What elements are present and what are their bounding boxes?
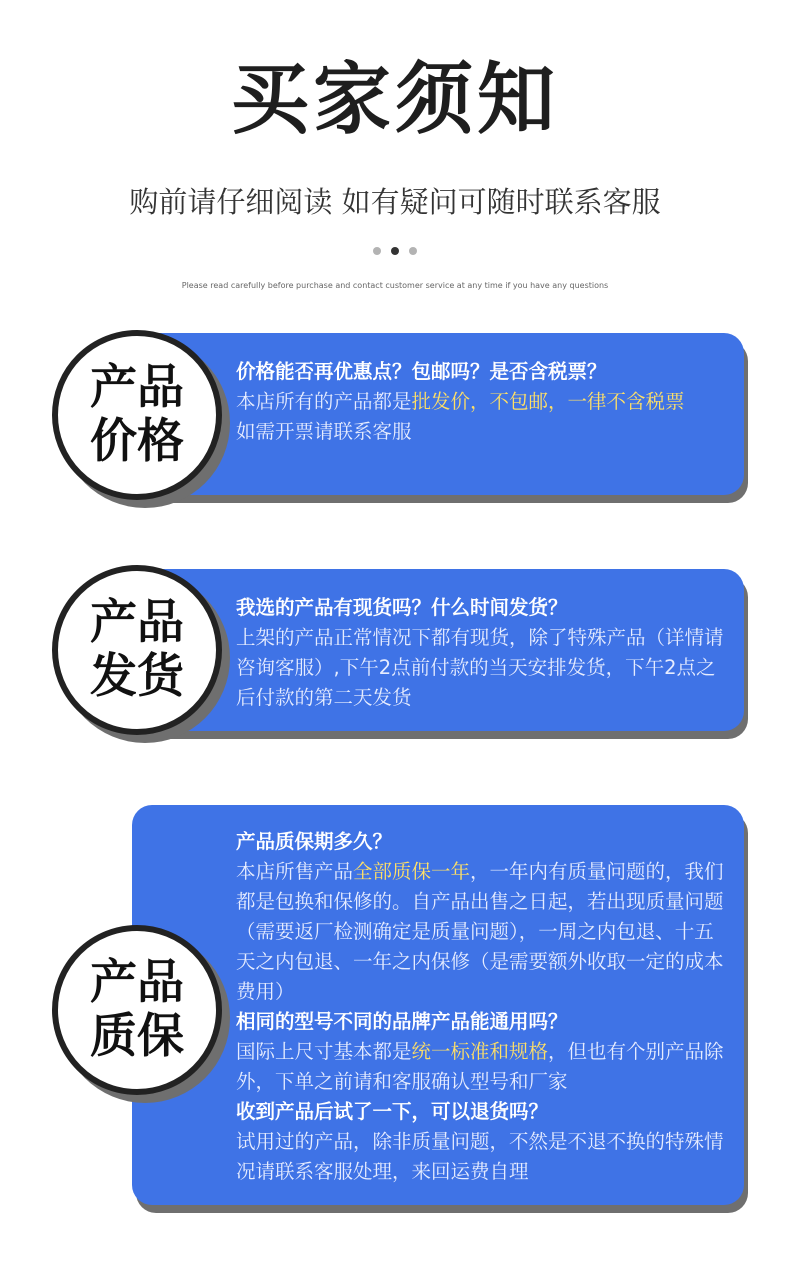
warranty-answer: [236, 857, 728, 1007]
warranty-answer-highlight: 全部质保一年: [353, 860, 471, 883]
return-question: 收到产品后试了一下，可以退货吗？: [236, 1100, 549, 1123]
price-question: 价格能否再优惠点？包邮吗？是否含税票？: [236, 360, 607, 383]
page-subtitle: 购前请仔细阅读 如有疑问可随时联系客服: [129, 185, 661, 219]
shipping-card: [132, 569, 744, 731]
price-answer-text: 本店所有的产品都是: [236, 390, 412, 413]
compat-answer-text: ，但也有个别产品除外，下单之前请和客服确认型号和厂家: [236, 1040, 724, 1093]
badge-line: 价格: [90, 414, 184, 469]
warranty-badge: [52, 925, 222, 1095]
price-invoice-note: 如需开票请联系客服: [236, 420, 412, 443]
warranty-answer-text: 本店所售产品: [236, 860, 354, 883]
price-badge: [52, 330, 222, 500]
badge-line: 产品: [90, 955, 184, 1010]
warranty-answer-text: ，一年内有质量问题的，我们都是包换和保修的。自产品出售之日起，若出现质量问题（需要返厂检测确定是质量问题），一周之内包退、十五天之内包退、一年之内保修（是需要额外收取一定的成本费用）: [236, 860, 724, 1003]
price-answer-highlight: 批发价，不包邮，一律不含税票: [411, 390, 685, 413]
compat-answer-highlight: 统一标准和规格: [411, 1040, 549, 1063]
pager-dots: [0, 247, 790, 255]
compat-answer: [236, 1037, 728, 1097]
shipping-badge: [52, 565, 222, 735]
english-tagline: Please read carefully before purchase and contact customer service at any time if you have any questions: [181, 281, 609, 290]
badge-line: 发货: [90, 649, 184, 704]
page-title: 买家须知: [230, 55, 559, 145]
badge-line: 产品: [90, 595, 184, 650]
shipping-question: 我选的产品有现货吗？什么时间发货？: [236, 596, 568, 619]
compat-question: 相同的型号不同的品牌产品能通用吗？: [236, 1010, 568, 1033]
return-answer: 试用过的产品，除非质量问题，不然是不退不换的特殊情况请联系客服处理，来回运费自理: [236, 1130, 724, 1183]
shipping-answer: 上架的产品正常情况下都有现货，除了特殊产品（详情请咨询客服）,下午2点前付款的当天安排发货，下午2点之后付款的第二天发货: [236, 626, 724, 709]
price-card: [132, 333, 744, 495]
badge-line: 产品: [90, 360, 184, 415]
pager-dot-active: [391, 247, 399, 255]
warranty-card: [132, 805, 744, 1205]
warranty-question: 产品质保期多久？: [236, 830, 393, 853]
compat-answer-text: 国际上尺寸基本都是: [236, 1040, 412, 1063]
pager-dot: [409, 247, 417, 255]
price-answer: [236, 387, 728, 417]
pager-dot: [373, 247, 381, 255]
badge-line: 质保: [90, 1009, 184, 1064]
